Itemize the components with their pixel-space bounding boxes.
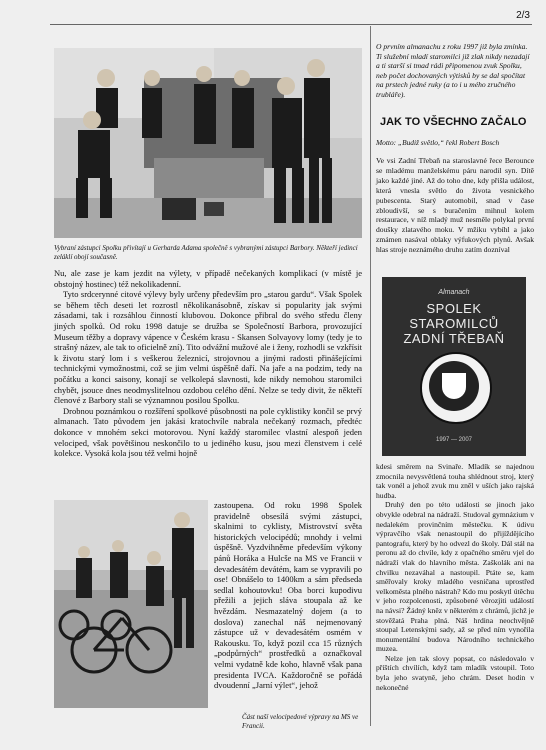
article-column-1-narrow bbox=[214, 500, 362, 691]
page-number: 2/3 bbox=[516, 10, 530, 21]
header-rule bbox=[50, 24, 532, 25]
sidebar-intro: O prvním almanachu z roku 1997 již byla zmínka. Ti služební mladí staromilci již zlak nikdy nezadají a ti starší si tmad rádi připomenou zvuk Spolku, neb počet dochovaných výtisků by se dal spočítat na prstech jedné ruky (a to i u mého zručného trubláře). bbox=[376, 42, 530, 99]
group-photo bbox=[54, 48, 362, 238]
photo-caption-top: Vybraní zástupci Spolku přivítají u Gerharda Adama společně s vybranými zástupci Barbory. Někteří jedinci zeláklí obojí současně. bbox=[54, 244, 358, 261]
paragraph: Nu, ale zase je kam jezdit na výlety, v případě nečekaných komplikací (v místě je obstojný hostinec) též nekolikadenní. bbox=[54, 268, 362, 289]
photo-caption-bottom: Část naší velocipedové výpravy na MS ve Francii. bbox=[242, 713, 359, 730]
motto: Motto: „Budiž světlo,“ řekl Robert Bosch bbox=[376, 138, 500, 147]
section-heading: JAK TO VŠECHNO ZAČALO bbox=[380, 116, 527, 128]
almanac-title: SPOLEK STAROMILCŮ ZADNÍ TŘEBAŇ bbox=[403, 301, 505, 346]
paragraph: Tyto srdcerynné citové výlevy byly určeny především pro „starou gardu“. Však Spolek se během těch deseti let rozrostl několikanásobně, získav si popularity jak svými zásadami, tak i rozsáhlou činností klubovou. Dokonce přibral do svého středu členy jiných spolků. Od roku 1998 datuje se družba se Společností Barbora, provozující Museum těžby a dopravy vápence v Českém krasu - Skansen Solvayovy lomy (tedy je to strašný název, ale tak to oficielně zní). Tito odvážní mužové ale i ženy, rozhodli se vzkřísit k životu starý lom i s veškerou železnicí, strojovnou a jinými radosti přinášejícími technickými vymožnostmi, což se jim velmi úspěšně daří. Na jaře a na podzim, tedy na počátku a konci saisony, konají se velkolepá slavnosti, kde nikdy nemohou staromilci chybět, jsouce dnes neodmyslitelnou ozdobou celého dění. Nelze se tedy divit, že někteří členové z Barbory stali se významnou posilou Spolku. bbox=[54, 289, 362, 406]
almanac-cover bbox=[382, 277, 526, 456]
paragraph: Ve vsi Zadní Třebaň na staroslavné řece Berounce se mladému manželskému páru narodil syn. Dítě jako každé jiné. Až do toho dne, kdy přišla událost, která vnesla světlo do života vesnického pubescenta. Starý automobil, snad v čase zbloudivší, se s buračením mihnul kolem restaurace, v níž mladý muž nesmělе polykal první doušky zlatavého moku. V mžiku vybíhl a jako zmámen nasával oblaky výfukových plynů. Avšak hlas stroje neznámého druhu zatím dozníval bbox=[376, 156, 534, 255]
shield-icon bbox=[442, 373, 466, 399]
article-column-2-bottom bbox=[376, 462, 534, 692]
almanac-label: Almanach bbox=[438, 289, 470, 296]
paragraph: Druhý den po této události se jinoch jako obvykle odebral na nádraží. Studoval gymnázium v nedalekém provinčním městečku. K údivu výpravčího však nenastoupil do přijíždějícího pantografu, který by ho odvezl do školy. Dál stál na peronu až do chvíle, kdy z opačného směru vjel do nádraží vlak do hlavního města. Zaškolák ani na chvilku nezaváhal a nastoupil. Ptáte se, kam směřovaly kroky mladého vesničana uprostřed velkoměsta plného nástrah? Kdo mu poskytl útěchu v jeho rozpolcenosti, způsobené věrozjiti událostí na návsi? Žádný kněz v některém z chrámů, jichž je stověžatá Praha plná. Náš hrdina neochvějně stoupal Letenskými sady, až se před ním vynořila monumentální budova Národního technického muzea. bbox=[376, 500, 534, 654]
bicycles-photo bbox=[54, 500, 208, 708]
column-divider bbox=[370, 26, 371, 726]
paragraph: Nelze jen tak slovy popsat, co následovalo v příštích chvílích, když tam mladík vstoupil. Toto byla jeho svatyně, jeho chrám. Deset hodin v nekonečné bbox=[376, 653, 534, 692]
paragraph: kdesi směrem na Svinaře. Mladík se najednou zmocnila nevysvětlená touha shlédnout stroj, který tak vonél a jehož zvuk mu zněl v uších jako rajská hudba. bbox=[376, 462, 534, 500]
article-column-1 bbox=[54, 268, 362, 459]
paragraph: Drobnou poznámkou o rozšíření spolkové působnosti na pole cyklistiky končil se prvý almanach. Tato původem jen jakási kratochvíle nabrala nečekaný rozmach, předtéc dokonce v mnohém sekci motorovou. Nyní každý staromilec vlastní alespoň jeden velociped, však povětšinou neskončilo to u jediného kusu, jsou mezi členstvem i celé kolekce. Vysoká kola jsou též velmi hojně bbox=[54, 405, 362, 459]
paragraph: zastoupena. Od roku 1998 Spolek pravidelně obsesílá svými zástupci, skalnimi to cyklisty, Mistrovství světa historických velocipédů; mnohdy i velmi úspěšně. Vyzdvihněme především výkony pánů Horáka a Hulcše na MS ve Francii v devadesátém devátém, kam se vypravili po ose! Obnášelo to 1400km a sám předseda sedlal kohoutovku! Oba borci kupodivu přežili a jejich sláva stoupala až ke hvězdám. Nesmazatelný dojem (a to doslova) zanechal náš nejmenovaný zástupce už v devadesátém osmém v Rakousku. To, když pozil cca 15 různých „podpůrných“ prostředků a označkoval velmi vydatně kde koho, hlavně však pana presidenta IVCA. Každoročně se pořádá dvoudenní „Jarní výlet“, jehož bbox=[214, 500, 362, 691]
almanac-years: 1997 — 2007 bbox=[435, 437, 473, 443]
article-column-2-top bbox=[376, 156, 534, 255]
